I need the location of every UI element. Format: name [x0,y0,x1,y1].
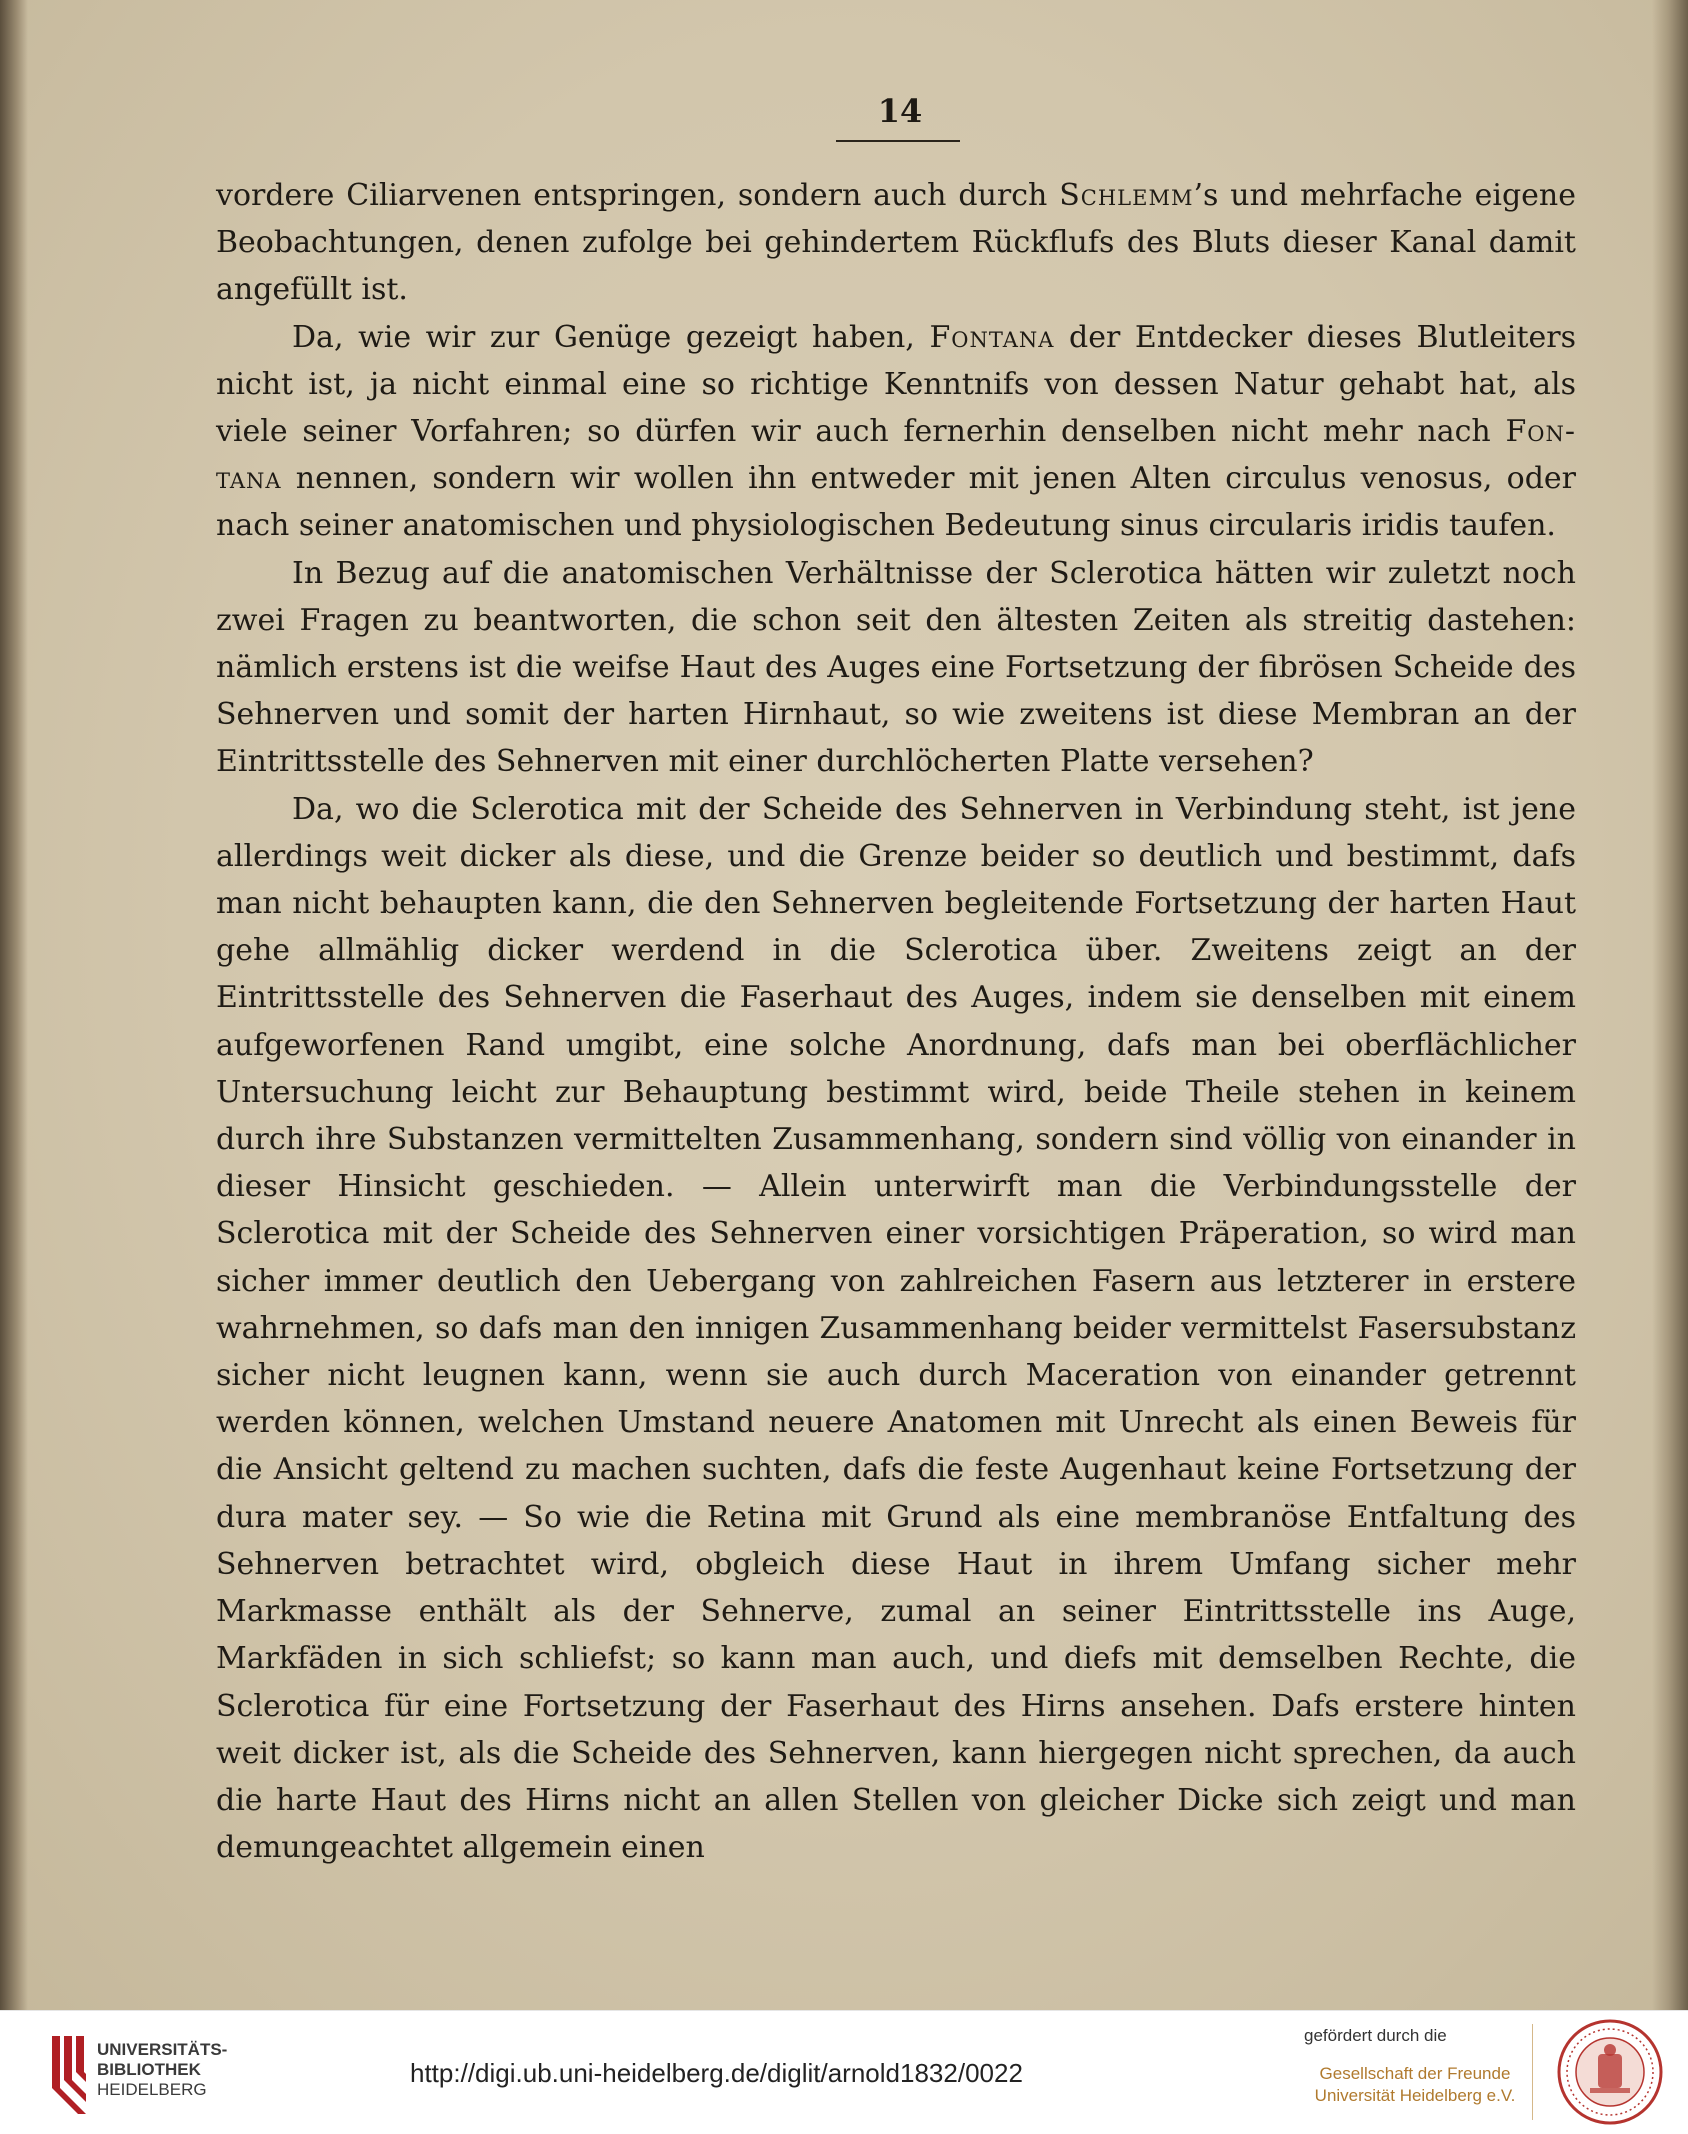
page-edge-shadow-right [1652,0,1688,2010]
sponsor-divider [1532,2024,1533,2120]
sponsor-name-line2: Universität Heidelberg e.V. [1314,2086,1516,2105]
body-text [216,172,1576,1871]
sponsor-name-line1: Gesellschaft der Freunde [1319,2064,1511,2083]
library-name-line1: UNIVERSITÄTS- [97,2040,228,2059]
text-run: In Bezug auf die anatomischen Verhältnisse der Sclerotica hätten wir zuletzt noch zwei Fragen zu beantworten, die schon seit den ältesten Zeiten als streitig dastehen: nämlich erstens ist die weifse Haut des Auges eine Fortsetzung der fibrösen Scheide des Sehnerven und somit der harten Hirnhaut, so wie zweitens ist diese Membran an der Eintrittsstelle des Sehnerven mit einer durchlöcherten Platte versehen? [216,555,1576,780]
paragraph [216,786,1576,1872]
paragraph [216,550,1576,786]
library-name [97,2040,247,2100]
text-run: Da, wo die Sclerotica mit der Scheide des Sehnerven in Verbindung steht, ist jene allerdings weit dicker als diese, und die Grenze beider so deutlich und bestimmt, dafs man nicht behaupten kann, die den Sehnerven begleitende Fortsetzung der harten Haut gehe allmählig dicker werdend in die Sclerotica über. Zweitens zeigt an der Eintrittsstelle des Sehnerven die Faserhaut des Auges, indem sie denselben mit einem aufgeworfenen Rand umgibt, eine solche Anordnung, dafs man bei oberflächlicher Untersuchung leicht zur Behauptung bestimmt wird, beide Theile stehen in keinem durch ihre Substanzen vermittelten Zusammenhang, sondern sind völlig von einander in dieser Hinsicht geschieden. — Allein unterwirft man die Verbindungsstelle der Sclerotica mit der Scheide des Sehnerven einer vorsichtigen Präperation, so wird man sicher immer deutlich den Uebergang von zahlreichen Fasern aus letzterer in erstere wahrnehmen, so dafs man den innigen Zusammenhang beider vermittelst Fasersubstanz sicher nicht leugnen kann, wenn sie auch durch Maceration von einander getrennt werden können, welchen Umstand neuere Anatomen mit Unrecht als einen Beweis für die Ansicht geltend zu machen suchten, dafs die feste Augenhaut keine Fortsetzung der dura mater sey. — So wie die Retina mit Grund als eine membranöse Entfaltung des Sehnerven betrachtet wird, obgleich diese Haut in ihrem Umfang sicher mehr Markmasse enthält als der Sehnerve, zumal an seiner Eintrittsstelle ins Auge, Markfäden in sich schliefst; so kann man auch, und diefs mit demselben Rechte, die Sclerotica für eine Fortsetzung der Faserhaut des Hirns ansehen. Dafs erstere hinten weit dicker ist, als die Scheide des Sehnerven, kann hiergegen nicht sprechen, da auch die harte Haut des Hirns nicht an allen Stellen von gleicher Dicke sich zeigt und man demungeachtet allgemein einen [216,791,1576,1866]
sponsor-caption: gefördert durch die [1304,2026,1447,2045]
ub-heidelberg-logo-icon [48,2028,90,2118]
paragraph [216,314,1576,550]
sponsor-name[interactable] [1300,2063,1530,2107]
page-number-rule [836,140,960,142]
author-name: Schlemm [1059,178,1194,213]
text-run: Da, wie wir zur Genüge gezeigt haben, [292,319,930,355]
paragraph [216,172,1576,314]
text-run: ’s und mehrfache eigene Beobachtungen, denen zufolge bei gehindertem Rückflufs des Bluts dieser Kanal damit angefüllt ist. [216,178,1576,308]
permalink-url[interactable]: http://digi.ub.uni-heidelberg.de/diglit/arnold1832/0022 [410,2058,1023,2088]
page-number: 14 [877,92,923,130]
author-name: Fontana [929,319,1055,355]
page-edge-shadow-left [0,0,28,2010]
text-run: vordere Ciliarvenen entspringen, sondern auch durch [216,178,1060,213]
author-name: Fon-tana [216,414,1576,497]
university-seal-icon [1556,2018,1664,2126]
library-name-line3: HEIDELBERG [97,2080,207,2099]
library-name-line2: BIBLIOTHEK [97,2060,201,2079]
text-run: der Entdecker dieses Blutleiters nicht ist, ja nicht einmal eine so richtige Kenntnifs von dessen Natur gehabt hat, als viele seiner Vorfahren; so dürfen wir auch fernerhin denselben nicht mehr nach [216,319,1576,450]
text-run: nennen, sondern wir wollen ihn entweder mit jenen Alten circulus venosus, oder nach seiner anatomischen und physiologischen Bedeutung sinus circularis iridis taufen. [216,461,1576,544]
